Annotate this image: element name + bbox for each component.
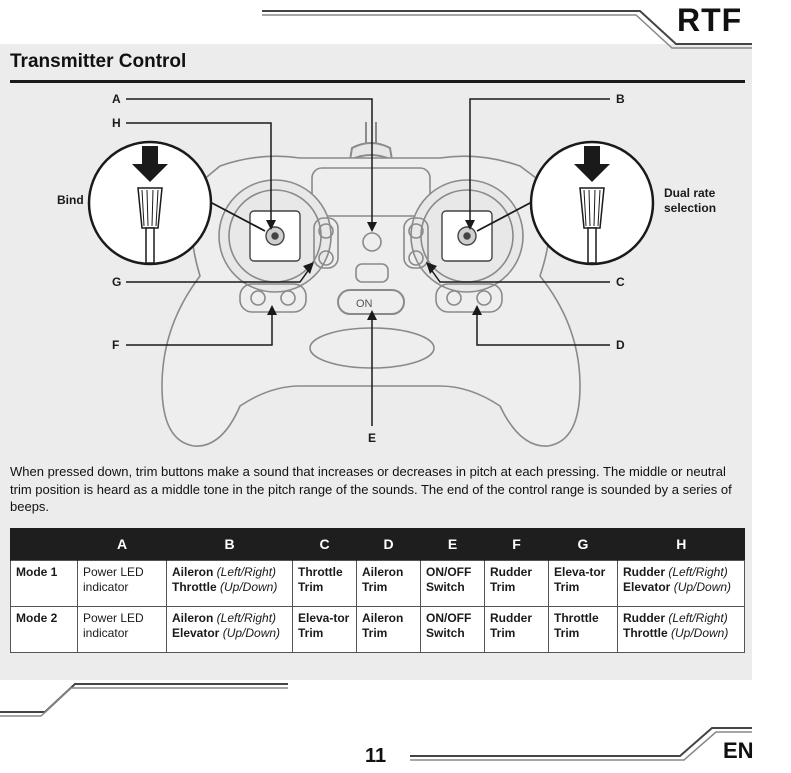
language-tab: EN (723, 738, 754, 763)
cell-b-line2-note: (Up/Down) (216, 580, 278, 594)
cell-f: Rudder Trim (485, 561, 549, 607)
antenna (350, 122, 392, 160)
header-cell: E (421, 528, 485, 561)
callout-e: E (368, 431, 377, 445)
cell-h-line1-note: (Left/Right) (665, 611, 728, 625)
header-cell: F (485, 528, 549, 561)
cell-b-line1-note: (Left/Right) (213, 565, 277, 579)
cell-h-line1: Rudder (623, 611, 665, 625)
cell-a: Power LED indicator (78, 561, 167, 607)
header-cell: B (167, 528, 293, 561)
header-cell: H (618, 528, 745, 561)
cell-h-line1-note: (Left/Right) (665, 565, 728, 579)
dual-rate-label-line2: selection (664, 201, 717, 215)
bind-label: Bind (57, 193, 84, 207)
cell-c: Throttle Trim (293, 561, 357, 607)
header-cell (11, 528, 78, 561)
mode-table (10, 528, 745, 653)
switch-label: ON (356, 298, 373, 310)
cell-h-line2-note: (Up/Down) (667, 626, 729, 640)
cell-b-line2-note: (Up/Down) (219, 626, 281, 640)
cell-h (618, 607, 745, 653)
dual-rate-label-line1: Dual rate (664, 186, 716, 200)
cell-g: Throttle Trim (549, 607, 618, 653)
transmitter-diagram (0, 86, 752, 456)
cell-d: Aileron Trim (357, 607, 421, 653)
cell-h-line2: Elevator (623, 580, 671, 594)
cell-b (167, 561, 293, 607)
page-number: 11 (365, 745, 387, 767)
section-title: Transmitter Control (10, 51, 187, 72)
callout-a: A (112, 92, 121, 106)
header-cell: C (293, 528, 357, 561)
cell-e: ON/OFF Switch (421, 607, 485, 653)
cell-f: Rudder Trim (485, 607, 549, 653)
cell-h-line1: Rudder (623, 565, 665, 579)
footer-decoration (0, 676, 791, 773)
cell-b-line1-note: (Left/Right) (213, 611, 277, 625)
callout-d: D (616, 338, 625, 352)
callout-b: B (616, 92, 625, 106)
header-cell: G (549, 528, 618, 561)
callout-g: G (112, 275, 122, 289)
header-cell: D (357, 528, 421, 561)
callout-c: C (616, 275, 625, 289)
header-cell: A (78, 528, 167, 561)
cell-b-line1: Aileron (172, 565, 214, 579)
cell-d: Aileron Trim (357, 561, 421, 607)
bind-magnifier (89, 142, 211, 264)
table-header-row (11, 528, 745, 561)
trim-description: When pressed down, trim buttons make a sound that increases or decreases in pitch at each pressing. The middle or neutral trim position is heard as a middle tone in the pitch range of the sounds. The end of the control range is sounded by a series of beeps. (10, 464, 732, 514)
cell-h-line2: Throttle (623, 626, 668, 640)
title-divider (10, 80, 745, 83)
dual-rate-magnifier (531, 142, 653, 264)
cell-b (167, 607, 293, 653)
cell-a: Power LED indicator (78, 607, 167, 653)
mode-cell: Mode 2 (11, 607, 78, 653)
cell-h-line2-note: (Up/Down) (670, 580, 732, 594)
cell-e: ON/OFF Switch (421, 561, 485, 607)
callout-h: H (112, 116, 121, 130)
table-row (11, 561, 745, 607)
mode-cell: Mode 1 (11, 561, 78, 607)
cell-b-line1: Aileron (172, 611, 214, 625)
callout-f: F (112, 338, 120, 352)
cell-c: Eleva-tor Trim (293, 607, 357, 653)
table-row (11, 607, 745, 653)
cell-b-line2: Throttle (172, 580, 217, 594)
cell-h (618, 561, 745, 607)
rtf-badge: RTF (677, 2, 743, 38)
cell-b-line2: Elevator (172, 626, 220, 640)
cell-g: Eleva-tor Trim (549, 561, 618, 607)
